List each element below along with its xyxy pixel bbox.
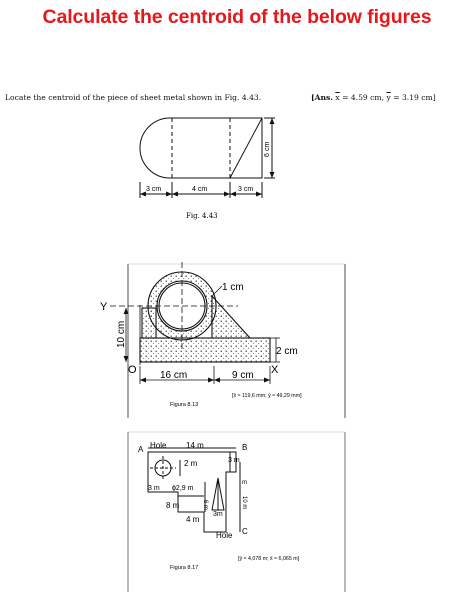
dim-3cm-right: 3 cm (238, 186, 254, 193)
figure-8-17 (0, 420, 474, 594)
figure-8-13 (0, 250, 474, 420)
dim-4m: 4 m (186, 515, 200, 524)
dim-3cm-left: 3 cm (146, 186, 162, 193)
axis-label-y: Y (100, 301, 108, 313)
axis-label-o: O (128, 364, 137, 376)
dim-9cm: 9 cm (232, 370, 254, 381)
problem-2-answer: [x̄ ≈ 119,6 mm; ȳ ≈ 49,29 mm] (232, 393, 302, 399)
figure-8-17-caption: Figura 8.17 (170, 565, 199, 571)
problem-1-text: Locate the centroid of the piece of sheet metal shown in Fig. 4.43. (5, 93, 262, 102)
dim-3m-bottom: 3m (213, 511, 223, 518)
dim-3m-left: 3 m (148, 485, 160, 492)
dim-1cm: 1 cm (222, 282, 244, 293)
dim-2cm: 2 cm (276, 346, 298, 357)
hole-label-bottom: Hole (216, 531, 233, 540)
vertex-b: B (242, 443, 248, 452)
vertex-c: C (242, 527, 248, 536)
dim-3m-right: 3 m (228, 457, 240, 464)
page-title: Calculate the centroid of the below figures (42, 6, 432, 28)
figure-4-43-caption: Fig. 4.43 (186, 212, 218, 220)
dim-8m: 8 m (166, 501, 180, 510)
dim-phi: ϕ2,9 m (172, 485, 194, 492)
dim-4cm: 4 cm (192, 186, 208, 193)
figure-8-13-caption: Figura 8.13 (170, 402, 199, 408)
dim-6m: 6 m (202, 500, 208, 511)
axis-label-x: X (271, 364, 279, 376)
dim-14m: 14 m (186, 441, 204, 450)
vertex-a: A (138, 445, 144, 454)
dim-6cm: 6 cm (264, 141, 271, 157)
problem-3-answer: [ȳ ≈ 4,078 m; x̄ ≈ 6,065 m] (238, 556, 300, 562)
dim-2m: 2 m (184, 459, 198, 468)
dim-m-small: m (242, 480, 247, 486)
figure-4-43 (0, 0, 474, 250)
dim-10cm: 10 cm (116, 320, 127, 348)
problem-1-answer: [Ans. $\overline{x} = 4.59$ cm, $\overline{y} = 3.19$ cm] (311, 93, 436, 102)
dim-10m: 10 m (241, 496, 247, 510)
hole-label-top: Hole (150, 441, 167, 450)
dim-16cm: 16 cm (160, 370, 188, 381)
